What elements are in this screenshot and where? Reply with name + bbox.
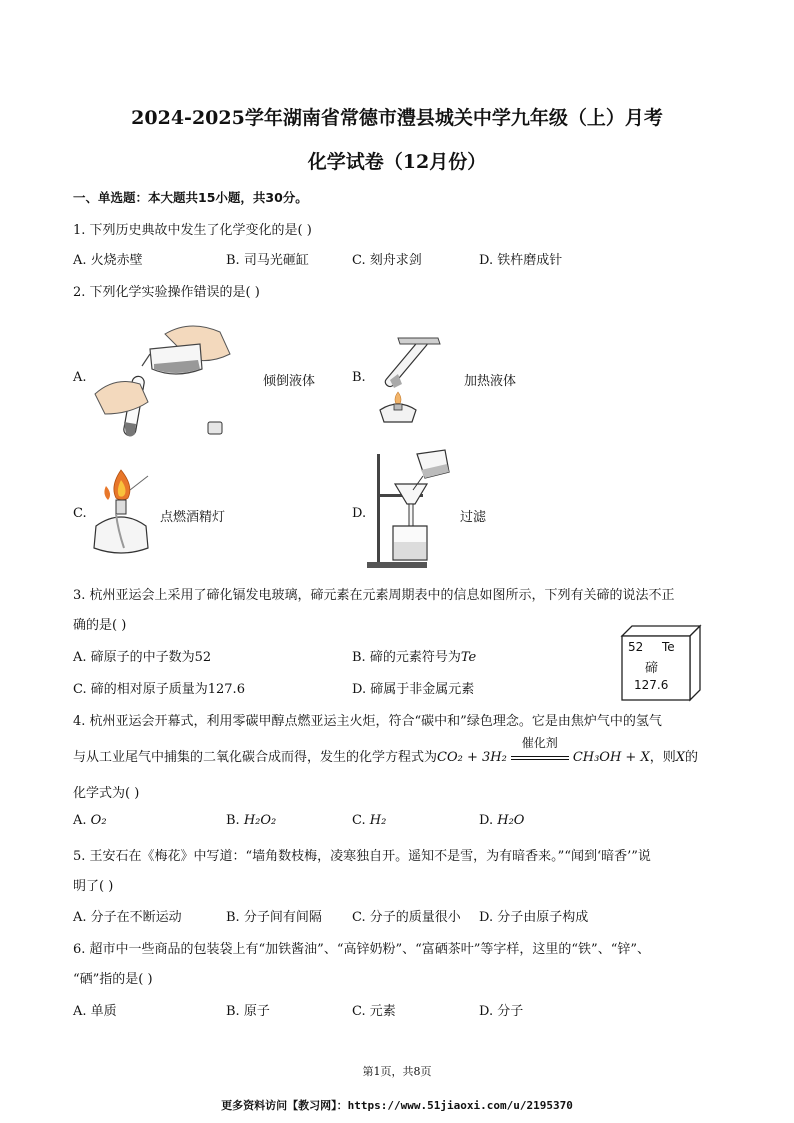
q3-option-b-symbol: Te	[460, 650, 477, 665]
question-4-stem-line2: 与从工业尾气中捕集的二氧化碳合成而得，发生的化学方程式为CO₂ + 3H₂ 催化剂 CH₃OH + X，则X的	[73, 736, 699, 765]
q2-option-a-caption: 倾倒液体	[263, 374, 316, 389]
question-4-stem-line1: 4. 杭州亚运会开幕式，利用零碳甲醇点燃亚运主火炬，符合“碳中和”绿色理念。它是由焦炉气中的氢气	[73, 714, 662, 729]
q2-option-d-letter: D.	[352, 506, 367, 521]
q2-option-b-letter: B.	[352, 370, 366, 385]
q4-option-a: A. O₂	[73, 813, 107, 828]
q2-option-d-caption: 过滤	[460, 510, 487, 525]
element-symbol: Te	[662, 640, 675, 654]
q2-option-a-letter: A.	[73, 370, 87, 385]
section-heading: 一、单选题：本大题共15小题，共30分。	[73, 190, 308, 205]
question-3-stem-line1: 3. 杭州亚运会上采用了碲化镉发电玻璃，碲元素在元素周期表中的信息如图所示，下列有关碲的说法不正	[73, 588, 675, 603]
q4-option-c: C. H₂	[352, 813, 387, 828]
q3-option-d: D. 碲属于非金属元素	[352, 682, 475, 697]
q6-option-d: D. 分子	[479, 1004, 524, 1019]
question-3-stem-line2: 确的是( )	[73, 618, 127, 633]
q2-option-c-letter: C.	[73, 506, 87, 521]
q1-option-d: D. 铁杵磨成针	[479, 253, 563, 268]
catalyst-label: 催化剂	[521, 736, 558, 750]
question-5-stem-line1: 5. 王安石在《梅花》中写道：“墙角数枝梅，凌寒独自开。遥知不是雪，为有暗香来。”“闻到‘暗香’”说	[73, 849, 651, 864]
exam-title-line1: 2024-2025学年湖南省常德市澧县城关中学九年级（上）月考	[131, 107, 663, 129]
resource-link[interactable]: 更多资料访问【教习网】：https://www.51jiaoxi.com/u/2195370	[221, 1099, 573, 1112]
question-4-stem-line3: 化学式为( )	[73, 786, 140, 801]
element-name: 碲	[645, 661, 659, 676]
unknown-x: X	[675, 750, 685, 765]
question-1-stem: 1. 下列历史典故中发生了化学变化的是( )	[73, 223, 312, 238]
catalyst-arrow	[507, 736, 573, 765]
q6-option-c: C. 元素	[352, 1004, 396, 1019]
q1-option-c: C. 刻舟求剑	[352, 253, 422, 268]
element-atomic-number: 52	[628, 640, 644, 654]
q4-option-b: B. H₂O₂	[226, 813, 277, 828]
q1-option-b: B. 司马光砸缸	[226, 253, 309, 268]
q5-option-a: A. 分子在不断运动	[73, 910, 182, 925]
q5-option-b: B. 分子间有间隔	[226, 910, 322, 925]
equation-reactants: CO₂ + 3H₂	[437, 750, 507, 765]
filtration-figure	[365, 448, 461, 572]
heating-liquid-figure	[368, 328, 458, 426]
pouring-liquid-figure	[90, 314, 240, 442]
q4-option-d: D. H₂O	[479, 813, 525, 828]
q2-option-b-caption: 加热液体	[464, 374, 517, 389]
question-6-stem-line2: “硒”指的是( )	[73, 972, 153, 987]
question-6-stem-line1: 6. 超市中一些商品的包装袋上有“加铁酱油”、“高锌奶粉”、“富硒茶叶”等字样，这里的“铁”、“锌”、	[73, 942, 650, 957]
q6-option-a: A. 单质	[73, 1004, 117, 1019]
q1-option-a: A. 火烧赤壁	[73, 253, 143, 268]
q5-option-d: D. 分子由原子构成	[479, 910, 589, 925]
element-atomic-mass: 127.6	[634, 678, 669, 692]
exam-title-line2: 化学试卷（12月份）	[307, 151, 487, 173]
q3-option-c: C. 碲的相对原子质量为127.6	[73, 682, 245, 697]
question-5-stem-line2: 明了( )	[73, 879, 114, 894]
q5-option-c: C. 分子的质量很小	[352, 910, 461, 925]
page-number: 第1页，共8页	[362, 1065, 432, 1078]
question-2-stem: 2. 下列化学实验操作错误的是( )	[73, 285, 260, 300]
q3-option-a: A. 碲原子的中子数为52	[73, 650, 212, 665]
lighting-alcohol-lamp-figure	[88, 468, 158, 560]
q6-option-b: B. 原子	[226, 1004, 270, 1019]
equation-products: CH₃OH + X	[572, 750, 650, 765]
q3-option-b: B. 碲的元素符号为Te	[352, 650, 477, 665]
q2-option-c-caption: 点燃酒精灯	[160, 510, 226, 525]
